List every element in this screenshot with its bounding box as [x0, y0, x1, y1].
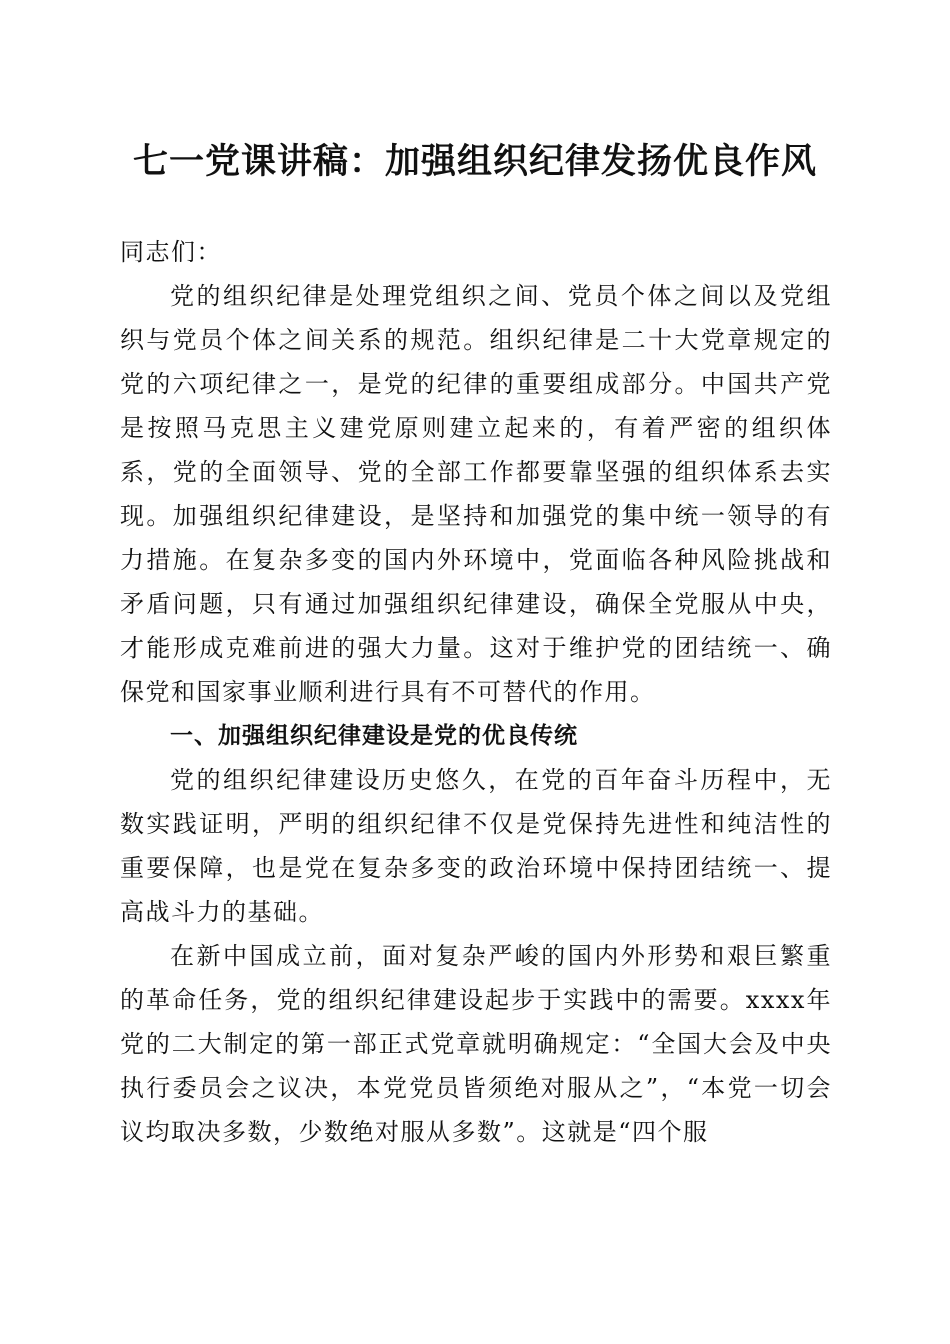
section-paragraph: 党的组织纪律建设历史悠久，在党的百年奋斗历程中，无数实践证明，严明的组织纪律不仅是党保持先进性和纯洁性的重要保障，也是党在复杂多变的政治环境中保持团结统一、提高战斗力的基础。 [120, 766, 832, 926]
document-body [120, 230, 832, 1154]
salutation: 同志们： [120, 238, 222, 266]
intro-paragraph: 党的组织纪律是处理党组织之间、党员个体之间以及党组织与党员个体之间关系的规范。组织纪律是二十大党章规定的党的六项纪律之一，是党的纪律的重要组成部分。中国共产党是按照马克思主义建党原则建立起来的，有着严密的组织体系，党的全面领导、党的全部工作都要靠坚强的组织体系去实现。加强组织纪律建设，是坚持和加强党的集中统一领导的有力措施。在复杂多变的国内外环境中，党面临各种风险挑战和矛盾问题，只有通过加强组织纪律建设，确保全党服从中央，才能形成克难前进的强大力量。这对于维护党的团结统一、确保党和国家事业顺利进行具有不可替代的作用。 [120, 282, 832, 706]
section-heading: 一、加强组织纪律建设是党的优良传统 [170, 723, 578, 749]
section-paragraph: 在新中国成立前，面对复杂严峻的国内外形势和艰巨繁重的革命任务，党的组织纪律建设起步于实践中的需要。xxxx年党的二大制定的第一部正式党章就明确规定：“全国大会及中央执行委员会之议决，本党党员皆须绝对服从之”，“本党一切会议均取决多数，少数绝对服从多数”。这就是“四个服 [120, 942, 832, 1146]
document-title: 七一党课讲稿：加强组织纪律发扬优良作风 [132, 141, 817, 182]
